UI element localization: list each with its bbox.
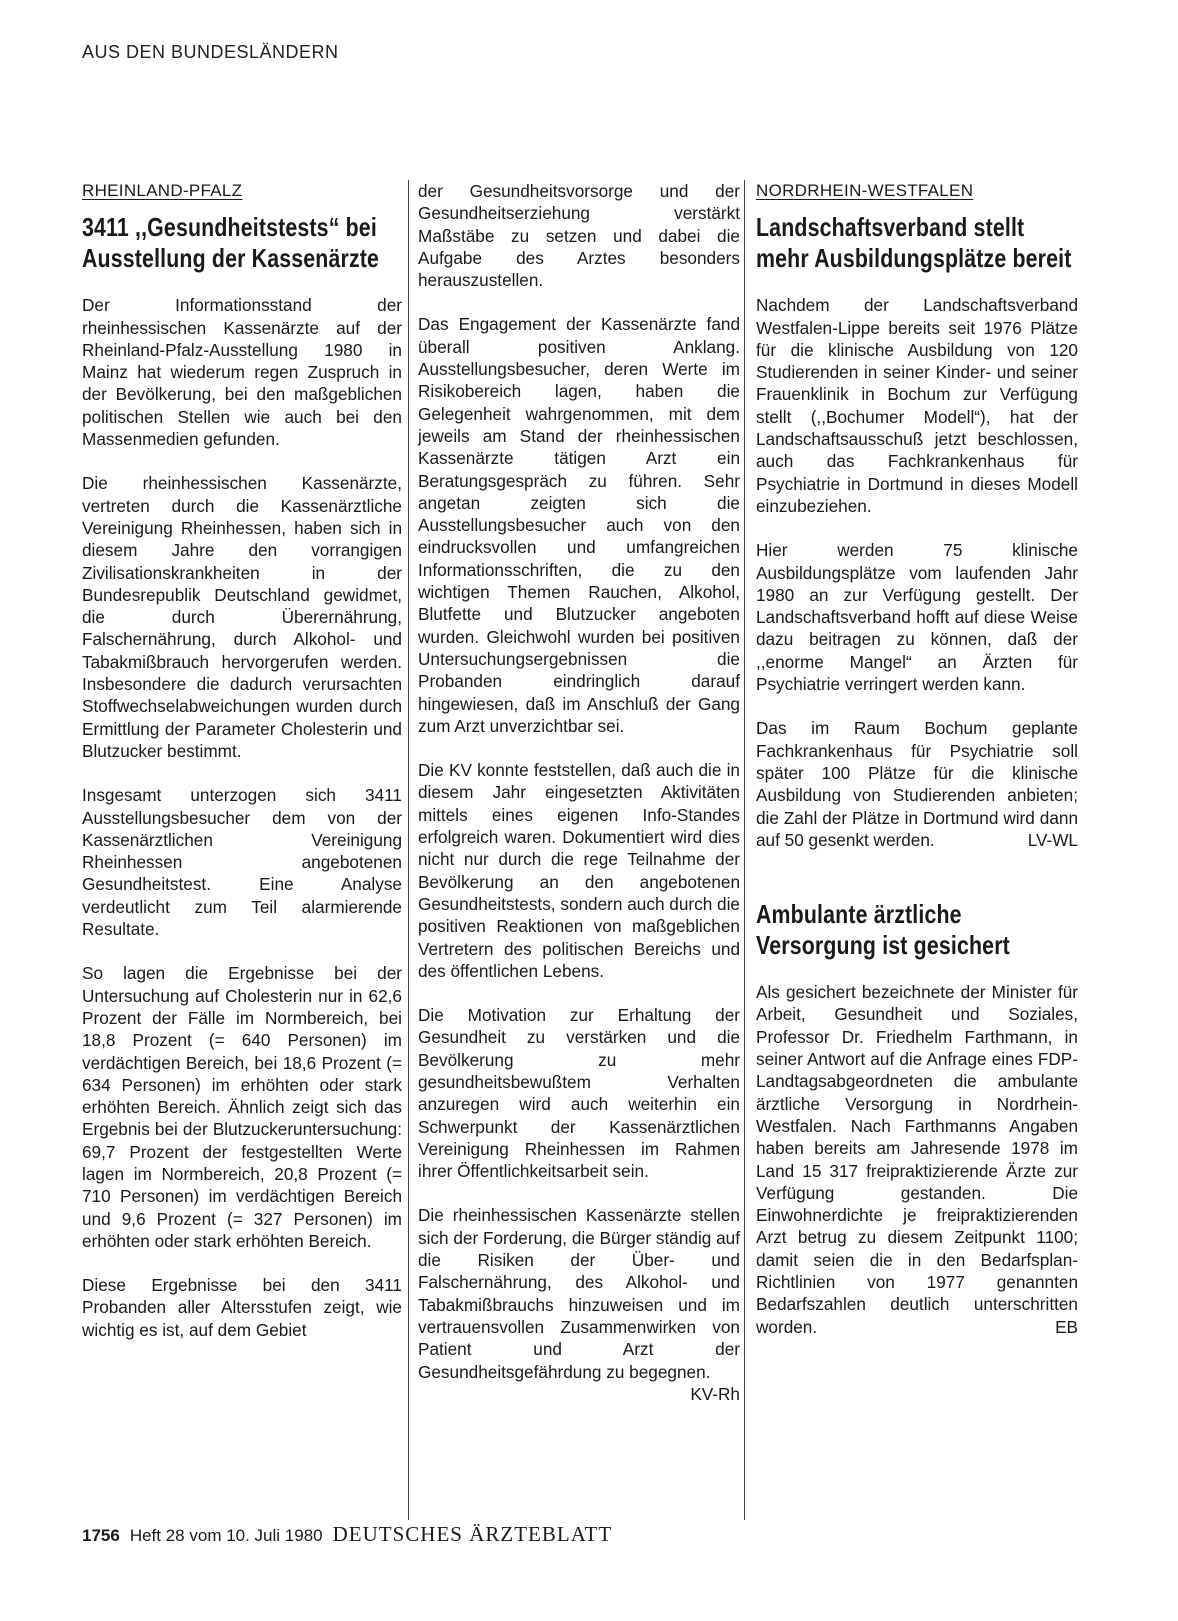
section-header: AUS DEN BUNDESLÄNDERN [82,42,339,62]
column-divider [408,180,409,1520]
article-paragraph: So lagen die Ergebnisse bei der Untersuchung auf Cholesterin nur in 62,6 Prozent der Fälle im Normbereich, bei 18,8 Prozent (= 640 Personen) im verdächtigen Bereich, bei 18,6 Prozent (= 634 Personen) im erhöhten oder stark erhöhten Bereich. Ähnlich zeigt sich das Ergebnis bei der Blutzuckeruntersuchung: 69,7 Prozent der festgestellten Werte lagen im Normbereich, 20,8 Prozent (= 710 Personen) im verdächtigen Bereich und 9,6 Prozent (= 327 Personen) im erhöhten oder stark erhöhten Bereich. [82,963,402,1251]
region-label: RHEINLAND-PFALZ [82,181,243,200]
column-3 [756,180,1078,1360]
paragraph-text: Das im Raum Bochum geplante Fachkrankenhaus für Psychiatrie soll später 100 Plätze für die klinische Ausbildung von Studierenden anbieten; die Zahl der Plätze in Dortmund wird dann auf 50 gesenkt werden. [756,718,1078,850]
article-spacer [756,873,1078,899]
article-paragraph [418,1204,740,1404]
column-divider [744,180,745,1520]
article-paragraph [756,717,1078,851]
column-1 [82,180,402,1363]
column-2 [418,180,740,1405]
paragraph-text: Die rheinhessischen Kassenärzte stellen sich der Forderung, die Bürger ständig auf die Risiken der Über- und Falschernährung, des Alkohol- und Tabakmißbrauchs hinzuweisen und im vertrauensvollen Zusammenwirken von Patient und Arzt der Gesundheitsgefährdung zu begegnen. [418,1205,740,1382]
article-headline: Ambulante ärztliche Versorgung ist gesichert [756,899,1010,961]
article-headline: Landschaftsverband stellt mehr Ausbildungsplätze bereit [756,212,1072,274]
author-signature: EB [1055,1316,1078,1337]
journal-title: DEUTSCHES ÄRZTEBLATT [332,1522,613,1546]
author-signature: KV-Rh [690,1383,740,1404]
article-paragraph: Insgesamt unterzogen sich 3411 Ausstellungsbesucher dem von der Kassenärztlichen Vereinigung Rheinhessen angebotenen Gesundheitstest. Eine Analyse verdeutlicht zum Teil alarmierende Resultate. [82,785,402,940]
article-paragraph [756,981,1078,1338]
page-number: 1756 [82,1526,120,1545]
article-paragraph: Der Informationsstand der rheinhessischen Kassenärzte auf der Rheinland-Pfalz-Ausstellung 1980 in Mainz hat wiederum regen Zuspruch in der Bevölkerung, bei den maßgeblichen politischen Stellen wie auch bei den Massenmedien gefunden. [82,295,402,450]
article-paragraph: Nachdem der Landschaftsverband Westfalen-Lippe bereits seit 1976 Plätze für die klinische Ausbildung von 120 Studierenden in seiner Kinder- und seiner Frauenklinik in Bochum zur Verfügung stellt (,,Bochumer Modell“), hat der Landschaftsausschuß jetzt beschlossen, auch das Fachkrankenhaus für Psychiatrie in Dortmund in dieses Modell einzubeziehen. [756,295,1078,516]
article-paragraph: der Gesundheitsvorsorge und der Gesundheitserziehung verstärkt Maßstäbe zu setzen und dabei die Aufgabe des Arztes besonders herauszustellen. [418,181,740,291]
article-paragraph: Diese Ergebnisse bei den 3411 Probanden aller Altersstufen zeigt, wie wichtig es ist, auf dem Gebiet [82,1275,402,1340]
article-paragraph: Die KV konnte feststellen, daß auch die in diesem Jahr eingesetzten Aktivitäten mittels eines eigenen Info-Standes erfolgreich waren. Dokumentiert wird dies nicht nur durch die rege Teilnahme der Bevölkerung an den angebotenen Gesundheitstests, sondern auch durch die positiven Reaktionen von maßgeblichen Vertretern des politischen Bereichs und des öffentlichen Lebens. [418,760,740,981]
author-signature: LV-WL [1027,829,1078,850]
article-paragraph: Die rheinhessischen Kassenärzte, vertreten durch die Kassenärztliche Vereinigung Rheinhessen, haben sich in diesem Jahre den vorrangigen Zivilisationskrankheiten in der Bundesrepublik Deutschland gewidmet, die durch Überernährung, Falschernährung, durch Alkohol- und Tabakmißbrauch hervorgerufen werden. Insbesondere die dadurch verursachten Stoffwechselabweichungen wurden durch Ermittlung der Parameter Cholesterin und Blutzucker bestimmt. [82,473,402,761]
article-headline: 3411 ,,Gesundheitstests“ bei Ausstellung der Kassenärzte [82,212,380,274]
article-paragraph: Das Engagement der Kassenärzte fand überall positiven Anklang. Ausstellungsbesucher, deren Werte im Risikobereich lagen, haben die Gelegenheit wahrgenommen, mit dem jeweils am Stand der rheinhessischen Kassenärzte tätigen Arzt ein Beratungsgespräch zu führen. Sehr angetan zeigten sich die Ausstellungsbesucher auch von den eindrucksvollen und umfangreichen Informationsschriften, die zu den wichtigen Themen Rauchen, Alkohol, Blutfette und Blutzucker angeboten wurden. Gleichwohl wurden bei positiven Untersuchungsergebnissen die Probanden eindringlich darauf hingewiesen, daß im Anschluß der Gang zum Arzt unverzichtbar sei. [418,314,740,736]
region-label: NORDRHEIN-WESTFALEN [756,181,974,200]
article-paragraph: Hier werden 75 klinische Ausbildungsplätze vom laufenden Jahr 1980 an zur Verfügung gestellt. Der Landschaftsverband hofft auf diese Weise dazu beitragen zu können, daß der ,,enorme Mangel“ an Ärzten für Psychiatrie verringert werden kann. [756,540,1078,695]
paragraph-text: Als gesichert bezeichnete der Minister für Arbeit, Gesundheit und Soziales, Professor Dr. Friedhelm Farthmann, in seiner Antwort auf die Anfrage eines FDP-Landtagsabgeordneten die ambulante ärztliche Versorgung in Nordrhein-Westfalen. Nach Farthmanns Angaben haben bereits am Jahresende 1978 im Land 15 317 freipraktizierende Ärzte zur Verfügung gestanden. Die Einwohnerdichte je freipraktizierenden Arzt betrug zu diesem Zeitpunkt 1100; damit seien die in den Bedarfsplan-Richtlinien von 1977 genannten Bedarfszahlen deutlich unterschritten worden. [756,982,1078,1337]
issue-info: Heft 28 vom 10. Juli 1980 [129,1526,323,1545]
article-paragraph: Die Motivation zur Erhaltung der Gesundheit zu verstärken und die Bevölkerung zu mehr gesundheitsbewußtem Verhalten anzuregen wird auch weiterhin ein Schwerpunkt der Kassenärztlichen Vereinigung Rheinhessen im Rahmen ihrer Öffentlichkeitsarbeit sein. [418,1005,740,1182]
page-footer [82,1522,612,1547]
